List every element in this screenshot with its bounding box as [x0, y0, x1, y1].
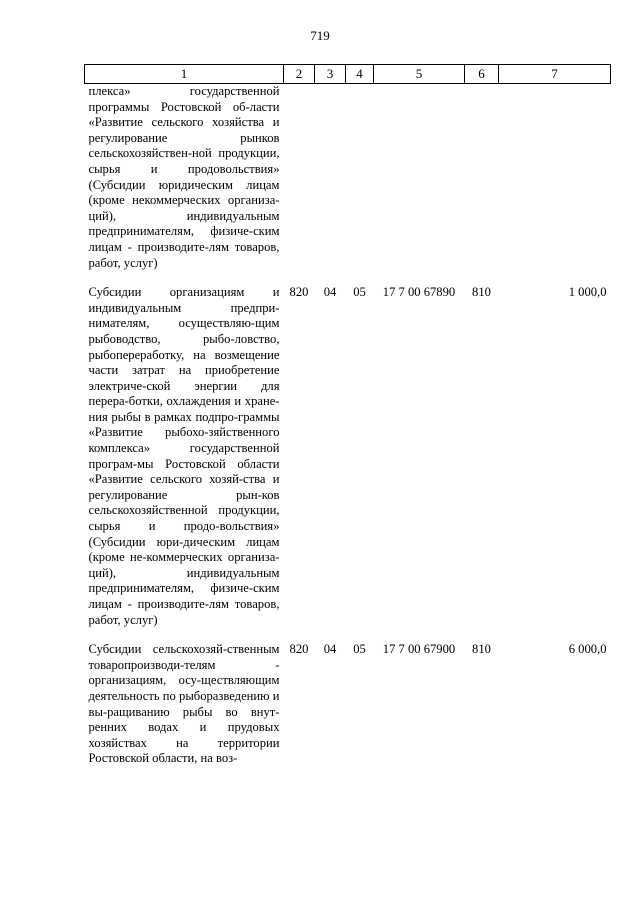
- section-code: [315, 84, 346, 286]
- table-row: [85, 285, 611, 642]
- budget-table: [84, 64, 611, 767]
- row-description: плекса» государственной программы Ростовской об-ласти «Развитие сельского хозяйства и регулирование рынков сельскохозяйствен-ной продукции, сырья и продовольствия» (Субсидии юридическим лицам (кроме некоммерческих организа-ций), индивидуальным предпринимателям, физиче-ским лицам - производите-лям товаров, работ, услуг): [88, 84, 280, 270]
- section-code: 04: [323, 285, 337, 300]
- expense-type-code: 810: [472, 285, 491, 300]
- subsection-code: [346, 84, 374, 286]
- target-code: [374, 84, 465, 286]
- column-header: 4: [346, 65, 374, 84]
- page-number: 719: [310, 28, 330, 43]
- table-header-row: [85, 65, 611, 84]
- target-code: 17 7 00 67890: [382, 285, 456, 300]
- target-code: 17 7 00 67900: [382, 642, 456, 657]
- column-header: 3: [315, 65, 346, 84]
- column-header: 5: [374, 65, 465, 84]
- row-description: Субсидии сельскохозяй-ственным товаропроизводи-телям - организациям, осу-ществляющим деятельность по рыборазведению и вы-ращиванию рыбы во внут-ренних водах и прудовых хозяйствах на территории Ростовской области, на воз-: [88, 642, 280, 766]
- ministry-code: [284, 84, 315, 286]
- table-row: [85, 84, 611, 286]
- amount-value: 1 000,0: [568, 285, 607, 300]
- row-description: Субсидии организациям и индивидуальным предпри-нимателям, осуществляю-щим рыбоводство, рыбо-ловство, рыбопереработку, на возмещение части затрат на приобретение электриче-ской энергии для перера-ботки, охлаждения и хране-ния рыбы в рамках подпро-граммы «Развитие рыбохо-зяйственного комплекса» государственной програм-мы Ростовской области «Развитие сельского хозяй-ства и регулирование рын-ков сельскохозяйственной продукции, сырья и продо-вольствия» (Субсидии юри-дическим лицам (кроме не-коммерческих организа-ций), индивидуальным предпринимателям, физиче-ским лицам - производите-лям товаров, работ, услуг): [88, 285, 280, 627]
- amount-value: [499, 84, 611, 286]
- ministry-code: 820: [289, 285, 309, 300]
- subsection-code: 05: [353, 642, 366, 657]
- column-header: 1: [85, 65, 284, 84]
- ministry-code: 820: [289, 642, 309, 657]
- section-code: 04: [323, 642, 337, 657]
- amount-value: 6 000,0: [568, 642, 607, 657]
- column-header: 6: [465, 65, 499, 84]
- column-header: 7: [499, 65, 611, 84]
- subsection-code: 05: [353, 285, 366, 300]
- expense-type-code: 810: [472, 642, 491, 657]
- column-header: 2: [284, 65, 315, 84]
- expense-type-code: [465, 84, 499, 286]
- table-row: [85, 642, 611, 767]
